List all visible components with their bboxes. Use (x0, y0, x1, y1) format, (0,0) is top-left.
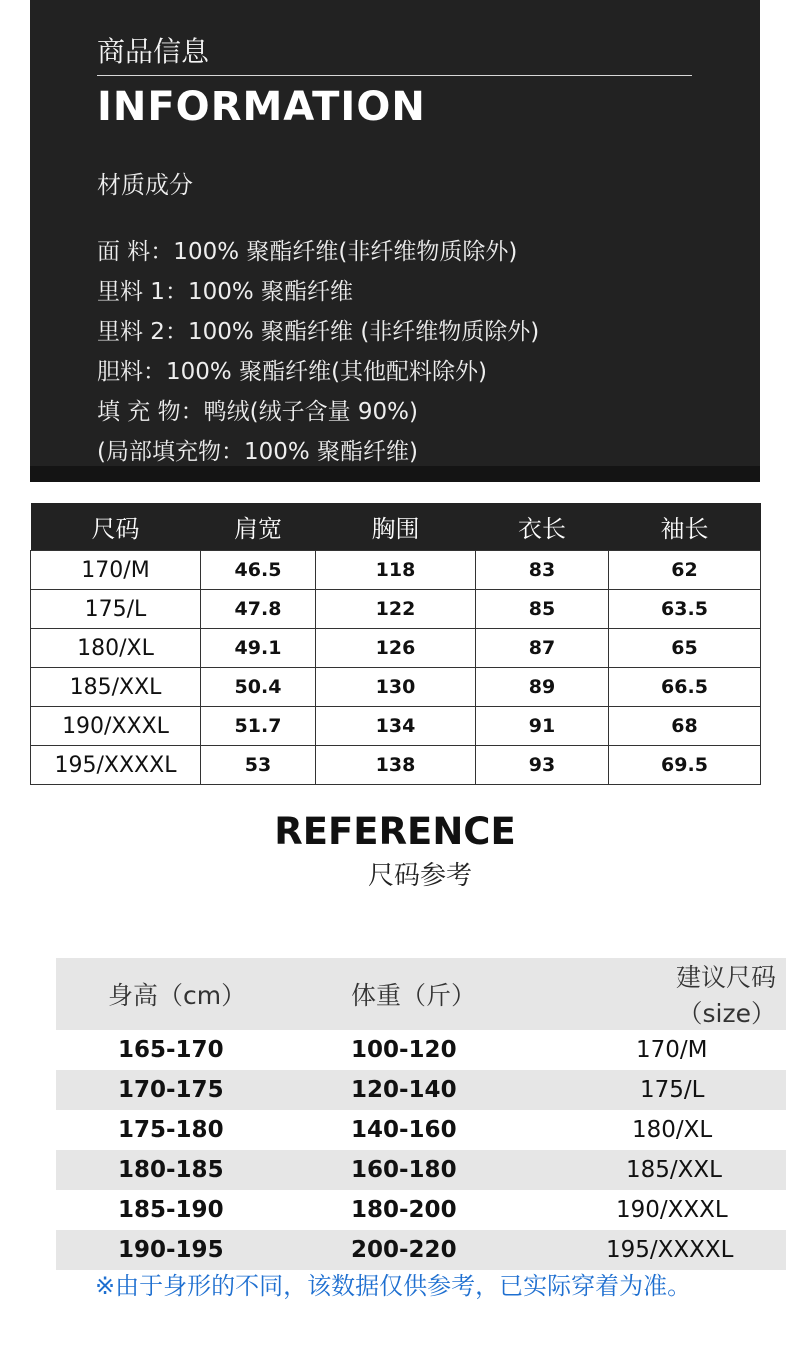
header-sleeve: 袖长 (609, 503, 761, 551)
cell-weight: 100-120 (351, 1037, 457, 1063)
table-row (56, 1150, 786, 1190)
cell-weight: 180-200 (351, 1197, 457, 1223)
table-row (56, 1190, 786, 1230)
cell-weight: 160-180 (351, 1157, 457, 1183)
reference-cn-title: 尺码参考 (367, 861, 472, 891)
cell-shoulder: 49.1 (201, 629, 316, 668)
material-subtitle: 材质成分 (97, 171, 193, 199)
cell-length: 85 (476, 590, 609, 629)
cell-recommended-size: 175/L (640, 1077, 705, 1103)
table-row (31, 668, 761, 707)
cell-recommended-size: 190/XXXL (616, 1197, 728, 1223)
material-line: 胆料：100% 聚酯纤维(其他配料除外) (97, 359, 488, 385)
material-list (97, 232, 539, 472)
product-info-panel (30, 0, 760, 470)
cell-sleeve: 66.5 (609, 668, 761, 707)
table-row (31, 746, 761, 785)
header-chest: 胸围 (316, 503, 476, 551)
title-divider (97, 75, 692, 76)
cell-height: 185-190 (118, 1197, 224, 1223)
cell-height: 190-195 (118, 1237, 224, 1263)
cell-height: 180-185 (118, 1157, 224, 1183)
cell-sleeve: 62 (609, 551, 761, 590)
size-reference-table (56, 958, 786, 1270)
size-table-header (31, 503, 761, 551)
cell-recommended-size: 170/M (636, 1037, 708, 1063)
cell-chest: 118 (316, 551, 476, 590)
table-row (31, 590, 761, 629)
cell-length: 89 (476, 668, 609, 707)
cell-weight: 200-220 (351, 1237, 457, 1263)
cell-chest: 130 (316, 668, 476, 707)
info-cn-title: 商品信息 (97, 35, 210, 68)
cell-shoulder: 50.4 (201, 668, 316, 707)
cell-size: 175/L (31, 590, 201, 629)
cell-recommended-size: 195/XXXXL (606, 1237, 734, 1263)
cell-size: 190/XXXL (31, 707, 201, 746)
header-size: 尺码 (31, 503, 201, 551)
cell-size: 195/XXXXL (31, 746, 201, 785)
cell-height: 170-175 (118, 1077, 224, 1103)
cell-chest: 138 (316, 746, 476, 785)
info-bottom-band (30, 466, 760, 482)
cell-weight: 120-140 (351, 1077, 457, 1103)
header-shoulder: 肩宽 (201, 503, 316, 551)
cell-sleeve: 63.5 (609, 590, 761, 629)
cell-size: 185/XXL (31, 668, 201, 707)
cell-shoulder: 53 (201, 746, 316, 785)
cell-chest: 134 (316, 707, 476, 746)
cell-shoulder: 47.8 (201, 590, 316, 629)
material-line: (局部填充物：100% 聚酯纤维) (97, 439, 419, 465)
reference-header-row (56, 958, 786, 1030)
material-line: 里料 2：100% 聚酯纤维 (非纤维物质除外) (97, 319, 540, 345)
table-row (56, 1230, 786, 1270)
cell-height: 175-180 (118, 1117, 224, 1143)
header-weight: 体重（斤） (351, 981, 477, 1010)
material-line: 里料 1：100% 聚酯纤维 (97, 279, 354, 305)
cell-length: 91 (476, 707, 609, 746)
table-row (56, 1070, 786, 1110)
cell-chest: 122 (316, 590, 476, 629)
cell-shoulder: 46.5 (201, 551, 316, 590)
cell-sleeve: 69.5 (609, 746, 761, 785)
header-height: 身高（cm） (108, 981, 247, 1010)
cell-shoulder: 51.7 (201, 707, 316, 746)
disclaimer-note: ※由于身形的不同，该数据仅供参考，已实际穿着为准。 (95, 1272, 692, 1300)
size-measurement-table (30, 503, 761, 785)
cell-length: 87 (476, 629, 609, 668)
header-length: 衣长 (476, 503, 609, 551)
cell-height: 165-170 (118, 1037, 224, 1063)
cell-recommended-size: 180/XL (632, 1117, 713, 1143)
cell-size: 180/XL (31, 629, 201, 668)
cell-sleeve: 68 (609, 707, 761, 746)
table-row (56, 1030, 786, 1070)
cell-size: 170/M (31, 551, 201, 590)
table-row (31, 551, 761, 590)
table-row (31, 707, 761, 746)
material-line: 面 料：100% 聚酯纤维(非纤维物质除外) (97, 239, 518, 265)
table-row (56, 1110, 786, 1150)
cell-length: 83 (476, 551, 609, 590)
reference-en-title: REFERENCE (274, 810, 516, 853)
cell-length: 93 (476, 746, 609, 785)
info-en-title: INFORMATION (97, 84, 426, 130)
material-line: 填 充 物：鸭绒(绒子含量 90%) (97, 399, 419, 425)
cell-recommended-size: 185/XXL (626, 1157, 722, 1183)
table-row (31, 629, 761, 668)
cell-weight: 140-160 (351, 1117, 457, 1143)
cell-chest: 126 (316, 629, 476, 668)
header-recommended-size: 建议尺码（size） (675, 963, 776, 1028)
cell-sleeve: 65 (609, 629, 761, 668)
